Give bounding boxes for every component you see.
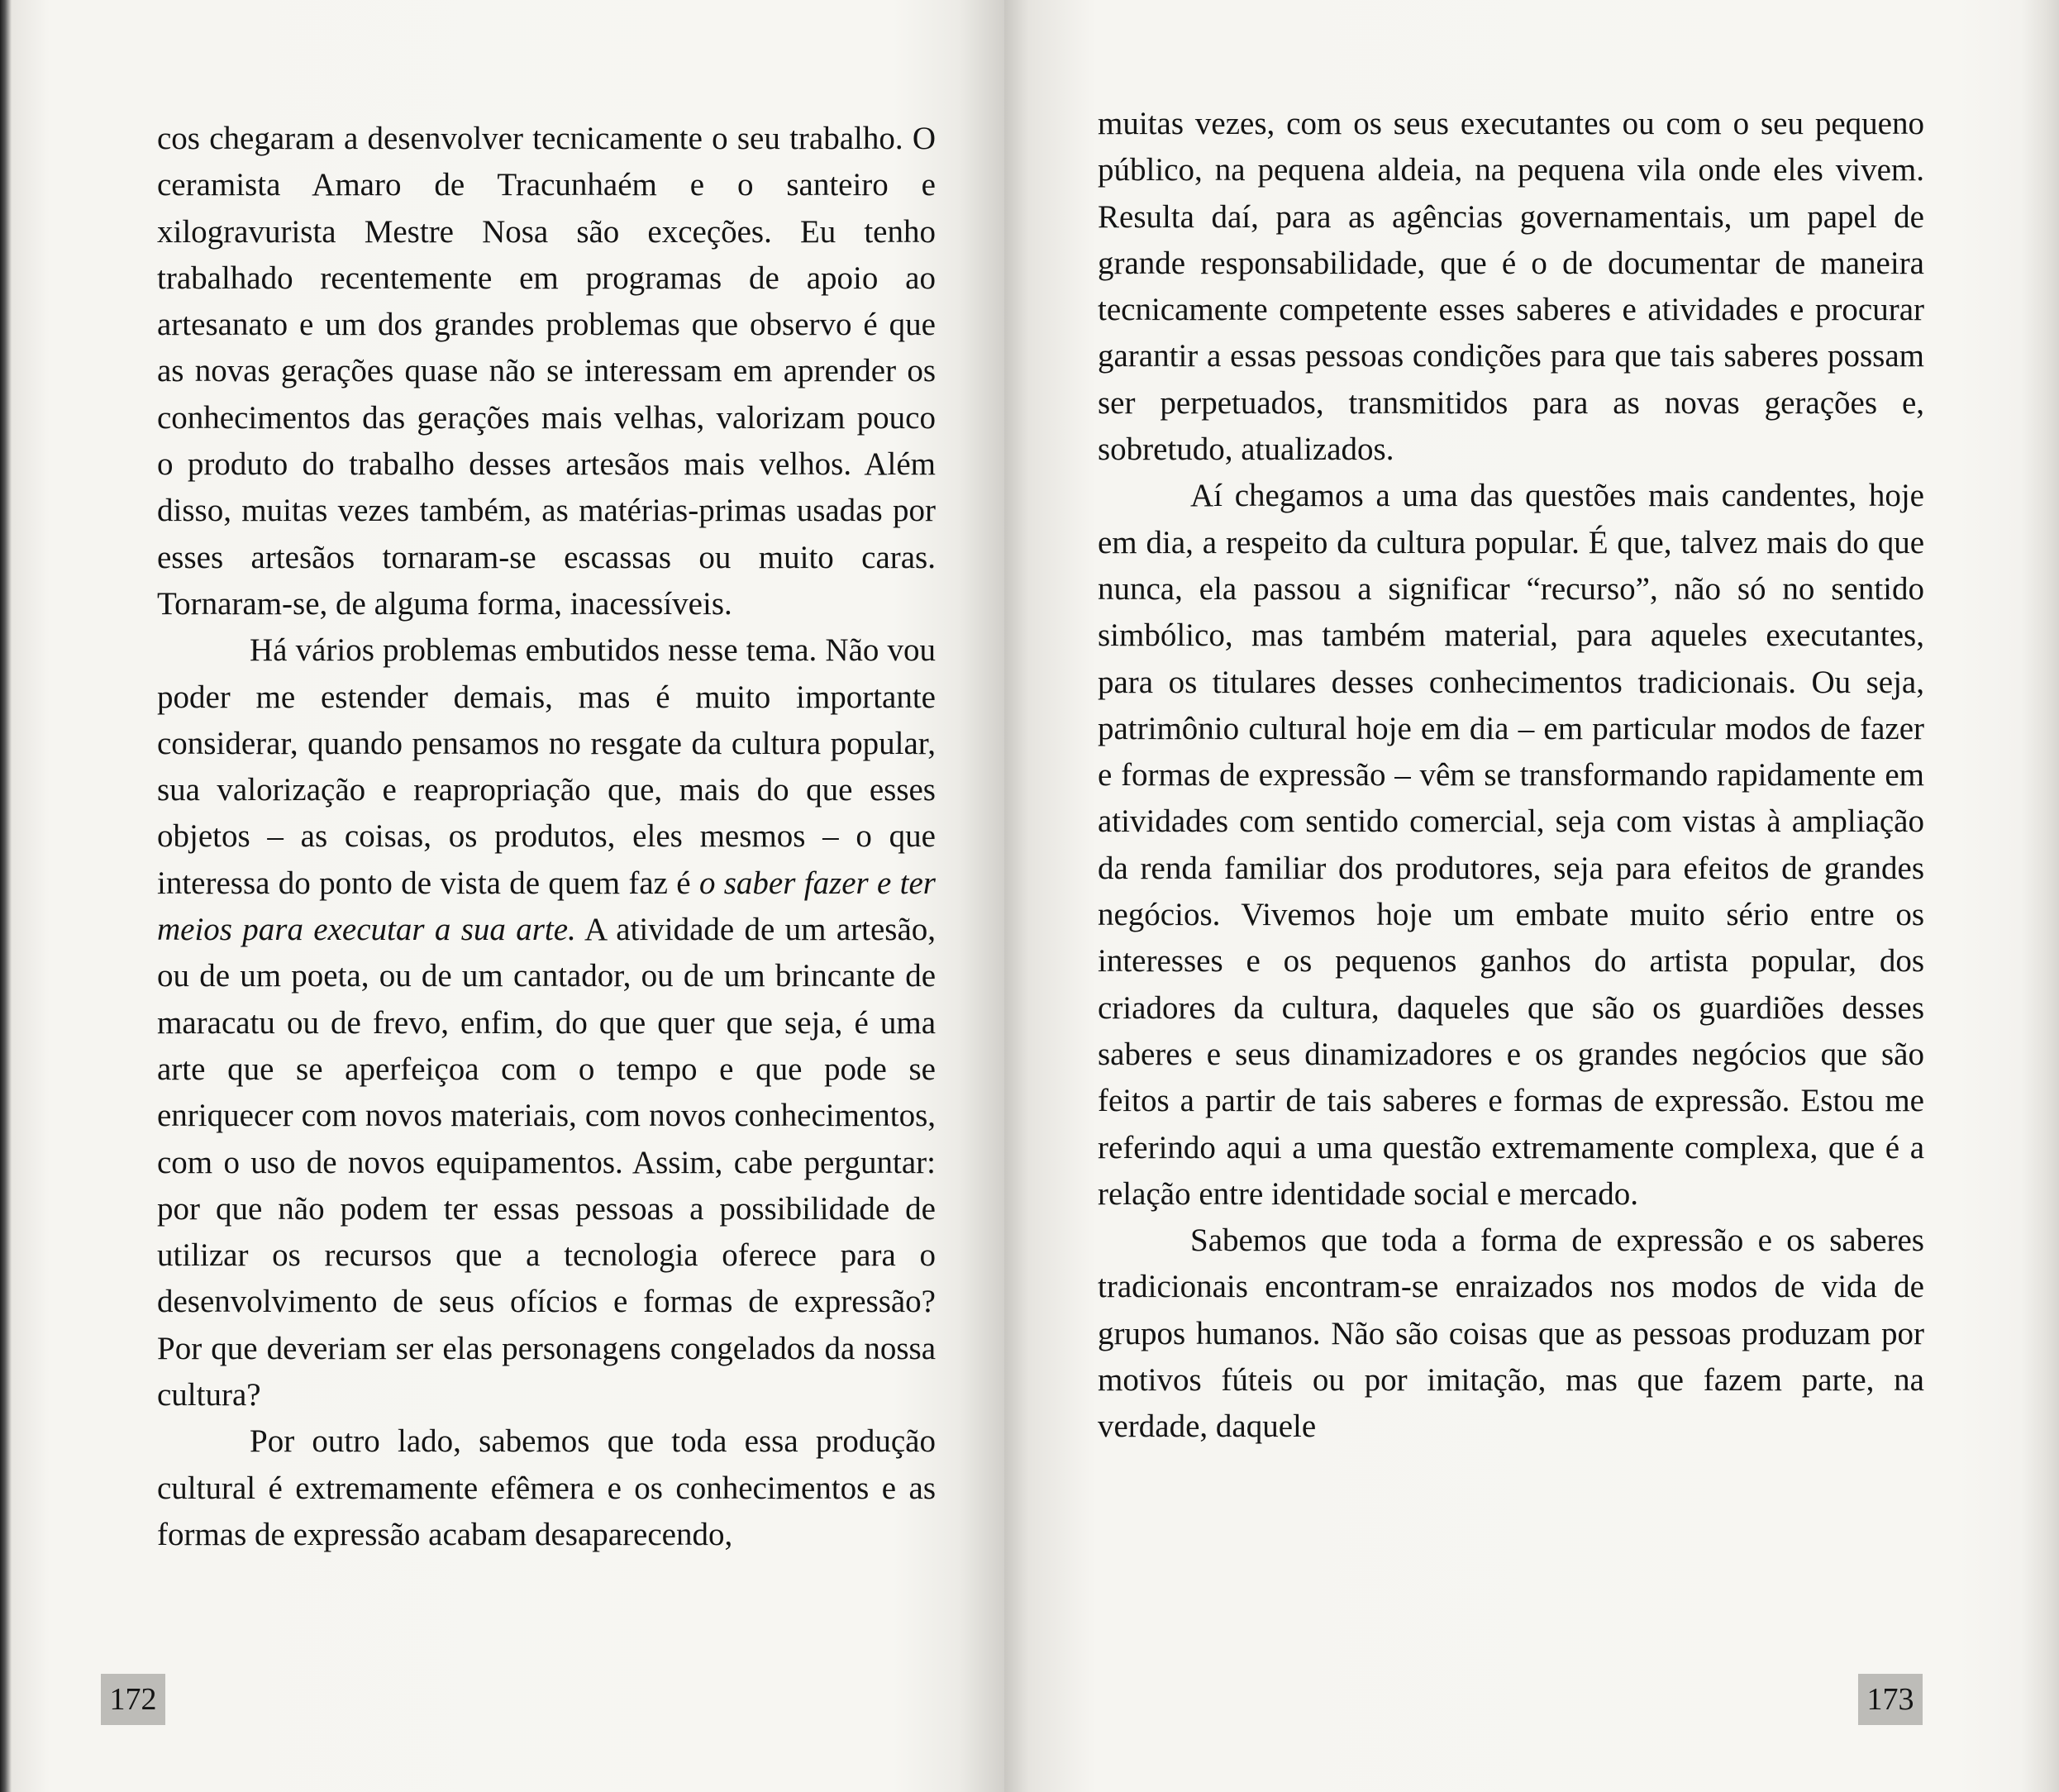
right-paragraph-1: muitas vezes, com os seus executantes ou com o seu pequeno público, na pequena aldeia, na pequena vila onde eles vivem. Resulta daí, para as agências governamentais, um papel de grande responsabilidade, que é o de documentar de maneira tecnicamente competente esses saberes e atividades e procurar garantir a essas pessoas condições para que tais saberes possam ser perpetuados, transmitidos para as novas gerações e, sobretudo, atualizados. [1098,106,1924,468]
left-paragraph-2-italic: o saber fazer e ter meios para executar a sua arte. [157,865,936,948]
right-page [1004,0,2059,1792]
left-paragraph-2-text-b: A atividade de um artesão, ou de um poeta, ou de um cantador, ou de um brincante de maracatu ou de frevo, enfim, do que quer que seja, é uma arte que se aperfeiçoa com o tempo e que pode se enriquecer com novos materiais, com novos conhecimentos, com o uso de novos equipamentos. Assim, cabe perguntar: por que não podem ter essas pessoas a possibilidade de utilizar os recursos que a tecnologia oferece para o desenvolvimento de seus ofícios e formas de expressão? Por que deveriam ser elas personagens congelados da nossa cultura? [157,912,937,1413]
left-paragraph-1: cos chegaram a desenvolver tecnicamente o seu trabalho. O ceramista Amaro de Tracunhaém e o santeiro e xilogravurista Mestre Nosa são exceções. Eu tenho trabalhado recentemente em programas de apoio ao artesanato e um dos grandes problemas que observo é que as novas gerações quase não se interessam em aprender os conhecimentos das gerações mais velhas, valorizam pouco o produto do trabalho desses artesãos mais velhos. Além disso, muitas vezes também, as matérias-primas usadas por esses artesãos tornaram-se escassas ou muito caras. Tornaram-se, de alguma forma, inacessíveis. [157,121,936,622]
left-page-body [157,116,936,1558]
right-page-body [1098,101,1924,1451]
page-number-left: 172 [101,1674,165,1725]
right-paragraph-2: Aí chegamos a uma das questões mais candentes, hoje em dia, a respeito da cultura popular. É que, talvez mais do que nunca, ela passou a significar “recurso”, não só no sentido simbólico, mas também material, para aqueles executantes, para os titulares desses conhecimentos tradicionais. Ou seja, patrimônio cultural hoje em dia – em particular modos de fazer e formas de expressão – vêm se transformando rapidamente em atividades com sentido comercial, seja com vistas à ampliação da renda familiar dos produtores, seja para efeitos de grandes negócios. Vivemos hoje um embate muito sério entre os interesses e os pequenos ganhos do artista popular, dos criadores da cultura, daqueles que são os guardiões desses saberes e seus dinamizadores e os grandes negócios que são feitos a partir de tais saberes e formas de expressão. Estou me referindo aqui a uma questão extremamente complexa, que é a relação entre identidade social e mercado. [1098,478,1924,1212]
left-paragraph-2-text-a: Há vários problemas embutidos nesse tema. Não vou poder me estender demais, mas é muito importante considerar, quando pensamos no resgate da cultura popular, sua valorização e reapropriação que, mais do que esses objetos – as coisas, os produtos, eles mesmos – o que interessa do ponto de vista de quem faz é [157,632,936,901]
left-paragraph-2 [157,627,936,1418]
left-page [0,0,1004,1792]
page-number-right: 173 [1858,1674,1923,1725]
left-paragraph-3: Por outro lado, sabemos que toda essa produção cultural é extremamente efêmera e os conhecimentos e as formas de expressão acabam desaparecendo, [157,1423,936,1552]
right-paragraph-3: Sabemos que toda a forma de expressão e os saberes tradicionais encontram-se enraizados nos modos de vida de grupos humanos. Não são coisas que as pessoas produzam por motivos fúteis ou por imitação, mas que fazem parte, na verdade, daquele [1098,1222,1924,1445]
